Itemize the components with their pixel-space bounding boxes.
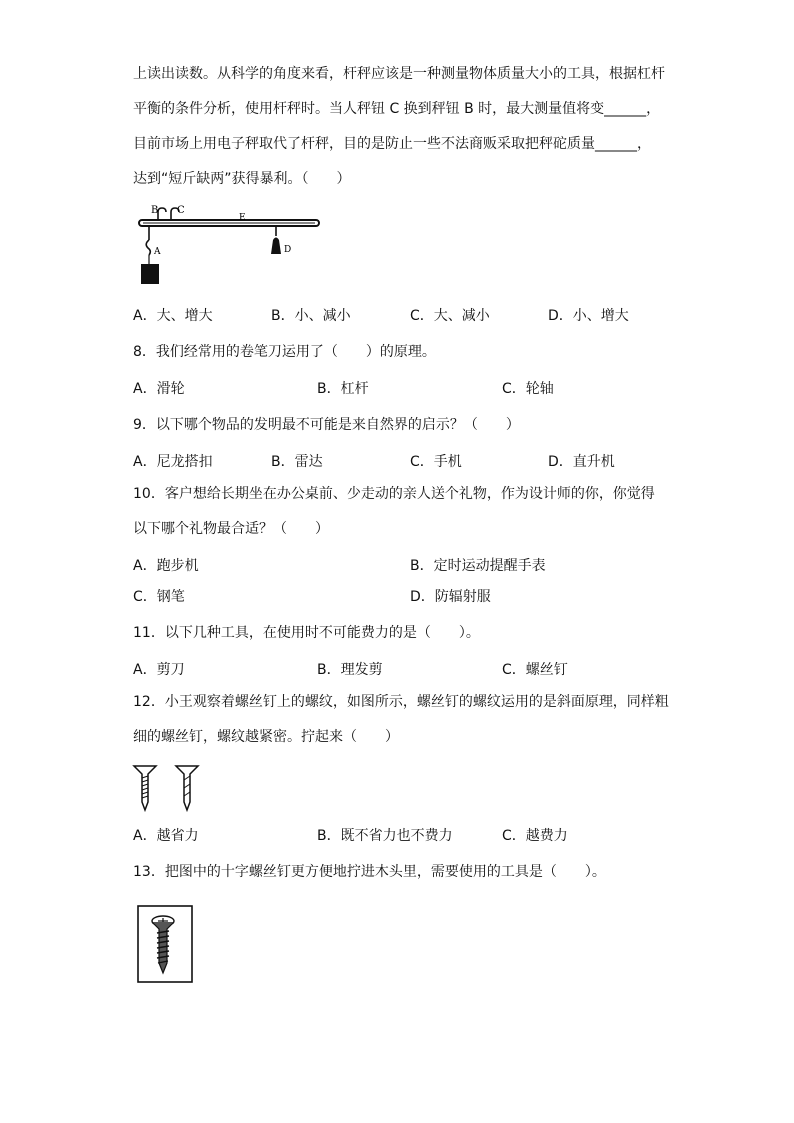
label-e: E — [239, 213, 246, 223]
q7-text-line-1: 上读出读数。从科学的角度来看，杆秤应该是一种测量物体质量大小的工具，根据杠杆 — [133, 66, 665, 82]
q9-option-c[interactable]: C．手机 — [410, 454, 462, 470]
q10-option-c[interactable]: C．钢笔 — [133, 589, 185, 605]
q10-option-a[interactable]: A．跑步机 — [133, 558, 199, 574]
q8-stem: 8．我们经常用的卷笔刀运用了（ ）的原理。 — [133, 344, 436, 360]
q11-option-c[interactable]: C．螺丝钉 — [502, 662, 568, 678]
label-b: B — [151, 205, 159, 216]
q11-option-a[interactable]: A．剪刀 — [133, 662, 185, 678]
q12-text-line-1: 12．小王观察着螺丝钉上的螺纹，如图所示，螺丝钉的螺纹运用的是斜面原理，同样粗 — [133, 694, 669, 710]
label-a: A — [154, 247, 161, 257]
q10-option-d[interactable]: D．防辐射服 — [410, 589, 491, 605]
q9-option-d[interactable]: D．直升机 — [548, 454, 615, 470]
two-screws-figure — [132, 764, 204, 812]
q7-option-b[interactable]: B．小、减小 — [271, 308, 351, 324]
q13-stem: 13．把图中的十字螺丝钉更方便地拧进木头里，需要使用的工具是（ ）。 — [133, 864, 606, 880]
q9-option-b[interactable]: B．雷达 — [271, 454, 323, 470]
q10-text-line-1: 10．客户想给长期坐在办公桌前、少走动的亲人送个礼物，作为设计师的你，你觉得 — [133, 486, 655, 502]
q10-text-line-2: 以下哪个礼物最合适？（ ） — [133, 521, 329, 537]
q7-option-d[interactable]: D．小、增大 — [548, 308, 629, 324]
q7-text-line-4: 达到“短斤缺两”获得暴利。（ ） — [133, 171, 351, 187]
q9-stem: 9．以下哪个物品的发明最不可能是来自然界的启示？（ ） — [133, 417, 520, 433]
q12-text-line-2: 细的螺丝钉，螺纹越紧密。拧起来（ ） — [133, 729, 399, 745]
q10-option-b[interactable]: B．定时运动提醒手表 — [410, 558, 546, 574]
q8-option-c[interactable]: C．轮轴 — [502, 381, 554, 397]
q7-option-a[interactable]: A．大、增大 — [133, 308, 213, 324]
q7-option-c[interactable]: C．大、减小 — [410, 308, 490, 324]
knob-b-hook — [158, 208, 166, 220]
hook-a — [146, 240, 150, 255]
phillips-screw-figure — [137, 905, 193, 983]
load-block — [141, 264, 159, 284]
q12-option-a[interactable]: A．越省力 — [133, 828, 199, 844]
q12-option-c[interactable]: C．越费力 — [502, 828, 568, 844]
q7-text-line-2: 平衡的条件分析，使用杆秤时。当人秤钮 C 换到秤钮 B 时，最大测量值将变______， — [133, 101, 661, 117]
q9-option-a[interactable]: A．尼龙搭扣 — [133, 454, 213, 470]
screw-loose-thread — [176, 766, 198, 810]
q8-option-b[interactable]: B．杠杆 — [317, 381, 369, 397]
label-c: C — [177, 205, 185, 216]
q7-text-line-3: 目前市场上用电子秤取代了杆秤，目的是防止一些不法商贩采取把秤砣质量______， — [133, 136, 651, 152]
weight-d — [271, 238, 281, 255]
q11-stem: 11．以下几种工具，在使用时不可能费力的是（ ）。 — [133, 625, 480, 641]
steelyard-figure — [135, 198, 325, 290]
q8-option-a[interactable]: A．滑轮 — [133, 381, 185, 397]
screw-tight-thread — [134, 766, 156, 810]
label-d: D — [284, 245, 292, 255]
q12-option-b[interactable]: B．既不省力也不费力 — [317, 828, 453, 844]
q11-option-b[interactable]: B．理发剪 — [317, 662, 383, 678]
